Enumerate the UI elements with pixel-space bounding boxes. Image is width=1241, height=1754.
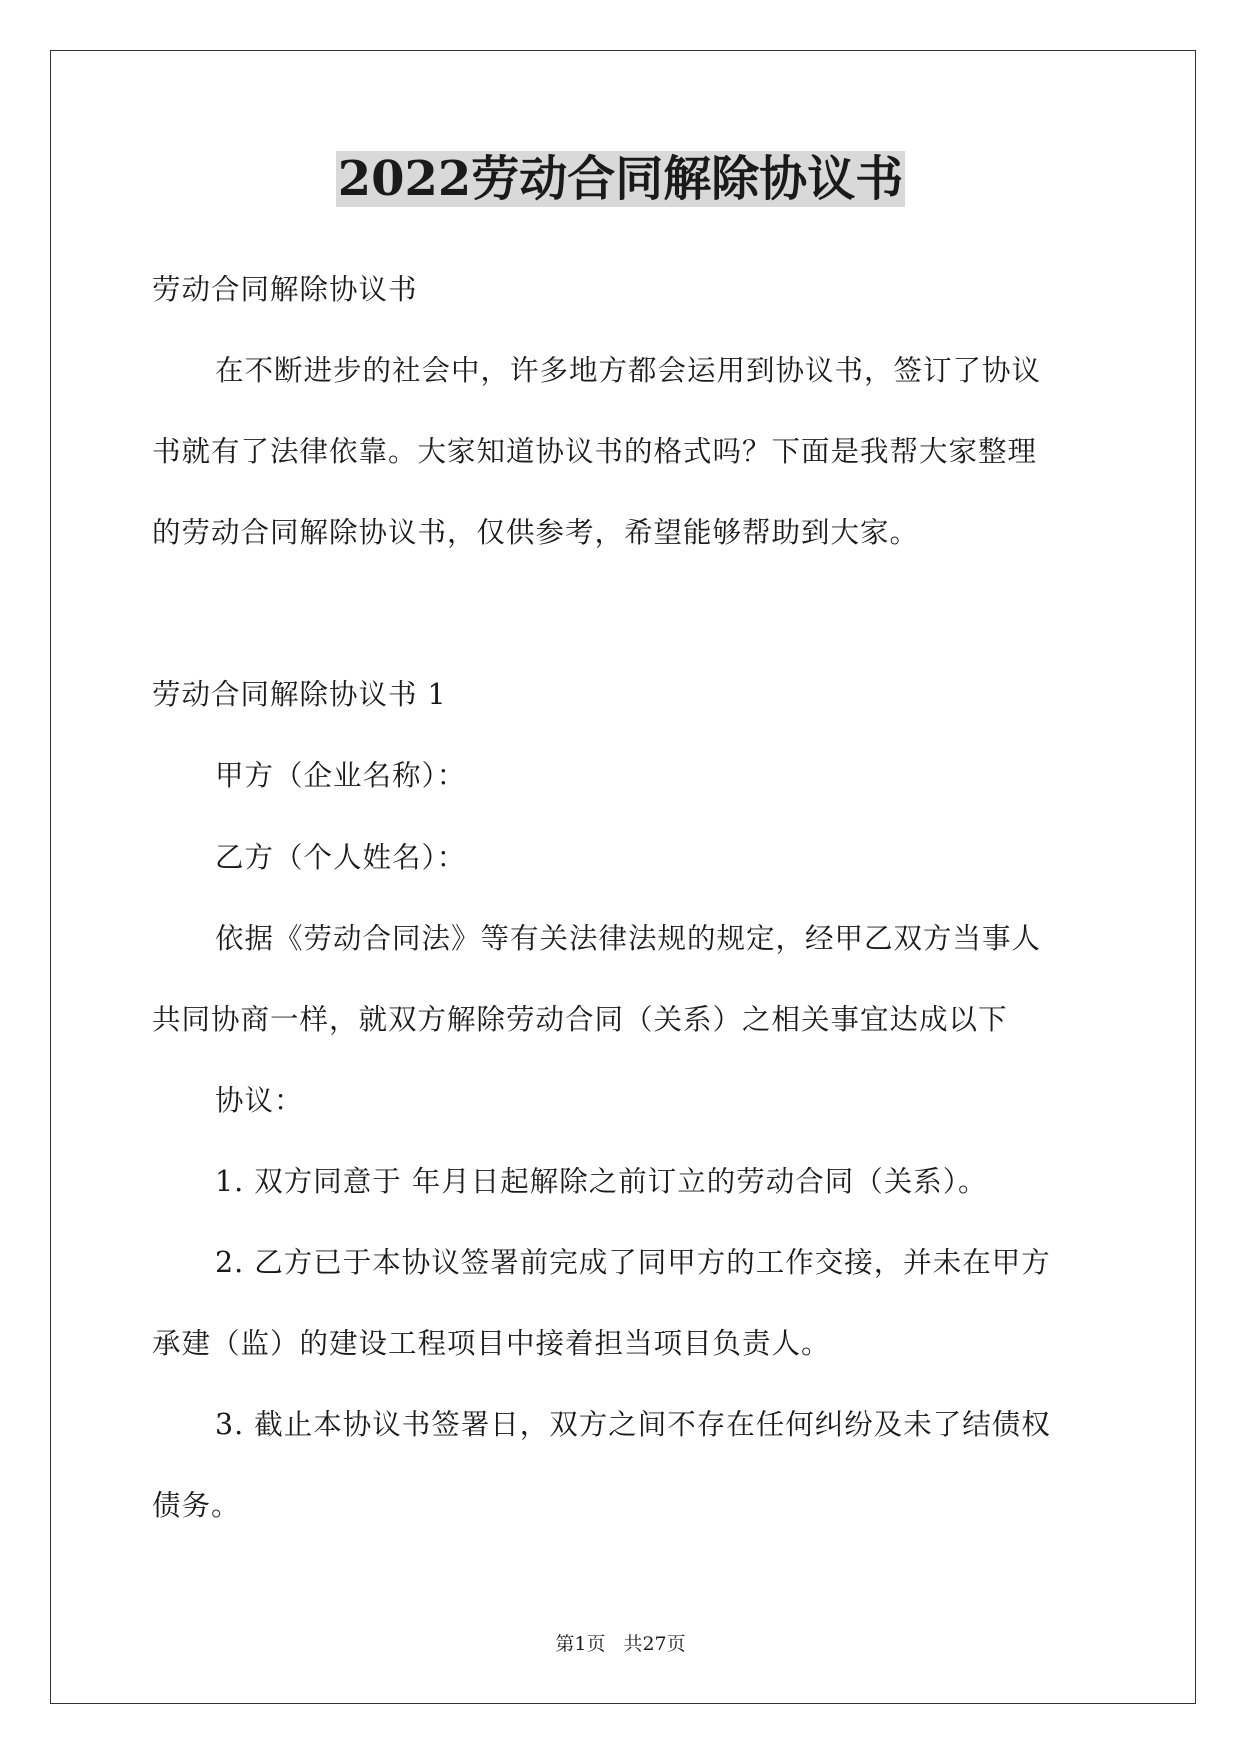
document-title (0, 148, 1241, 210)
basis-line-2: 共同协商一样，就双方解除劳动合同（关系）之相关事宜达成以下 (152, 1003, 1008, 1036)
subtitle-line: 劳动合同解除协议书 (152, 273, 418, 306)
current-page-label: 第1页 (555, 1633, 606, 1655)
clause-2-line-2: 承建（监）的建设工程项目中接着担当项目负责人。 (152, 1327, 831, 1360)
page-footer (0, 1631, 1241, 1657)
total-pages-label: 共27页 (623, 1633, 686, 1655)
party-a-line: 甲方（企业名称）： (215, 759, 467, 792)
basis-line-1: 依据《劳动合同法》等有关法律法规的规定，经甲乙双方当事人 (215, 922, 1042, 955)
clause-1: 1. 双方同意于 年月日起解除之前订立的劳动合同（关系）。 (215, 1165, 988, 1198)
clause-2-line-1: 2. 乙方已于本协议签署前完成了同甲方的工作交接，并未在甲方 (215, 1246, 1051, 1279)
agreement-label: 协议： (215, 1084, 304, 1117)
title-text: 2022劳动合同解除协议书 (337, 151, 904, 207)
intro-line-3: 的劳动合同解除协议书，仅供参考，希望能够帮助到大家。 (152, 516, 920, 549)
clause-3-line-2: 债务。 (152, 1489, 241, 1522)
section-heading: 劳动合同解除协议书 1 (152, 678, 447, 711)
intro-line-2: 书就有了法律依靠。大家知道协议书的格式吗？下面是我帮大家整理 (152, 435, 1038, 468)
clause-3-line-1: 3. 截止本协议书签署日，双方之间不存在任何纠纷及未了结债权 (215, 1408, 1051, 1441)
party-b-line: 乙方（个人姓名）： (215, 841, 467, 874)
intro-line-1: 在不断进步的社会中，许多地方都会运用到协议书，签订了协议 (215, 354, 1042, 387)
